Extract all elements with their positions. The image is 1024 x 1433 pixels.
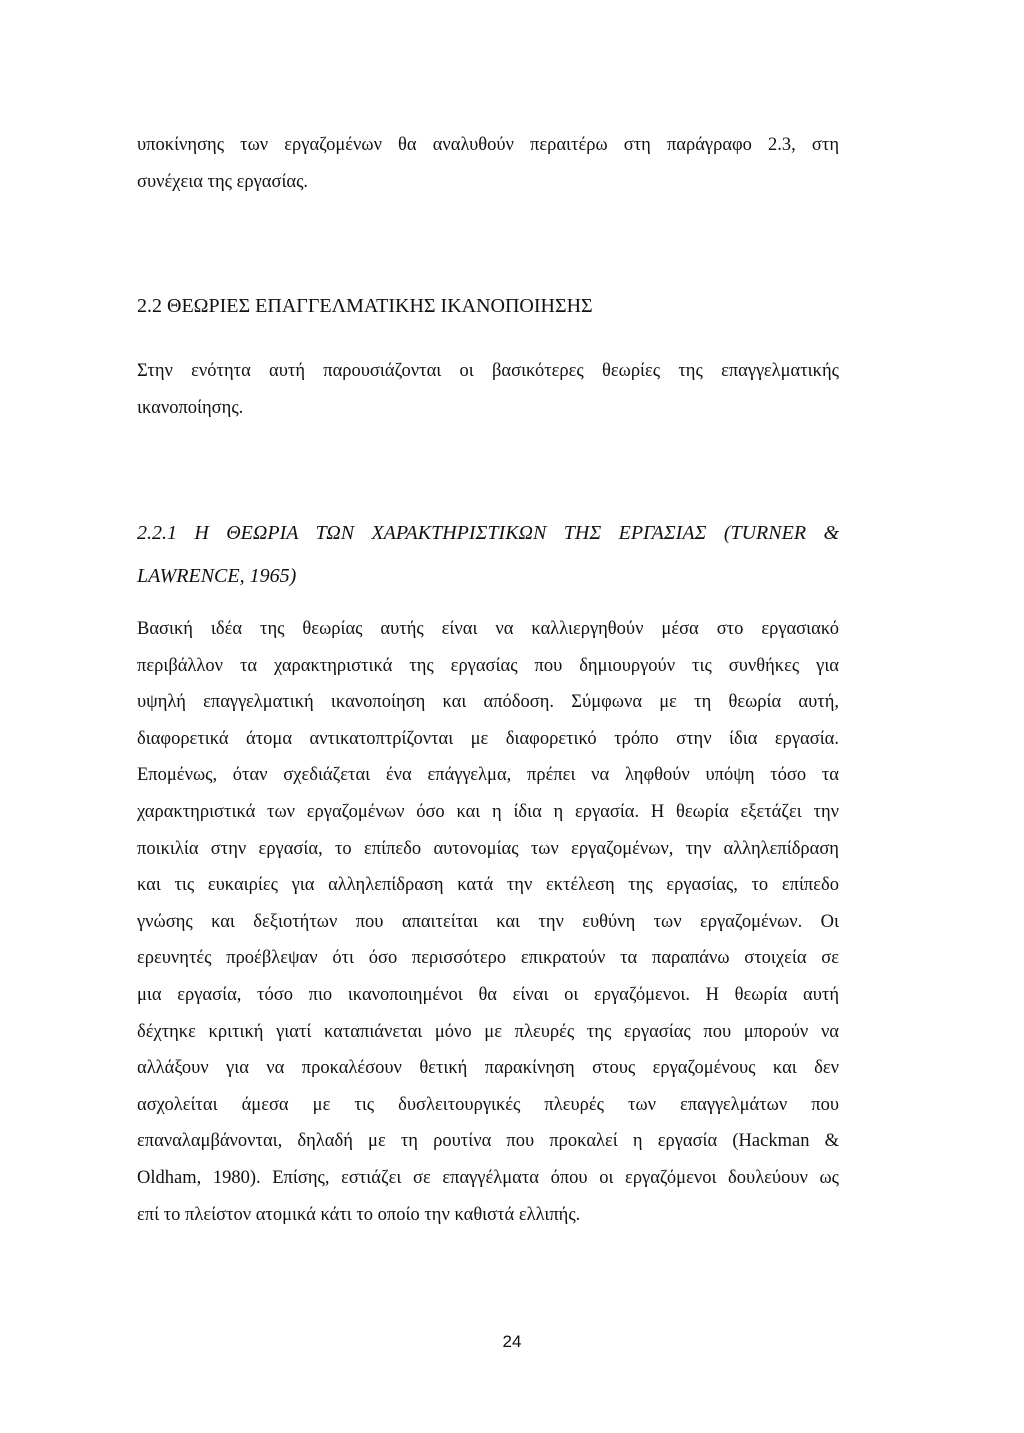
text-line: Βασική ιδέα της θεωρίας αυτής είναι να καλλιεργηθούν μέσα στο εργασιακό <box>137 619 839 639</box>
text-line: περιβάλλον τα χαρακτηριστικά της εργασίας που δημιουργούν τις συνθήκες για <box>137 655 839 676</box>
text-line: γνώσης και δεξιοτήτων που απαιτείται και την ευθύνη των εργαζομένων. Οι <box>137 911 839 932</box>
intro-paragraph <box>137 127 839 200</box>
text-line: Oldham, 1980). Επίσης, εστιάζει σε επαγγέλματα όπου οι εργαζόμενοι δουλεύουν ως <box>137 1167 839 1188</box>
text-line: αλλάξουν για να προκαλέσουν θετική παρακίνηση στους εργαζομένους και δεν <box>137 1058 839 1079</box>
text-line: ικανοποίησης. <box>137 397 244 418</box>
text-line: δέχτηκε κριτική γιατί καταπιάνεται μόνο με πλευρές της εργασίας που μπορούν να <box>137 1021 839 1042</box>
text-line: Στην ενότητα αυτή παρουσιάζονται οι βασικότερες θεωρίες της επαγγελματικής <box>137 361 839 381</box>
text-line: και τις ευκαιρίες για αλληλεπίδραση κατά την εκτέλεση της εργασίας, το επίπεδο <box>137 875 839 896</box>
text-line: επί το πλείστον ατομικά κάτι το οποίο την καθιστά ελλιπής. <box>137 1204 581 1225</box>
text-line: συνέχεια της εργασίας. <box>137 171 309 192</box>
text-line: Επομένως, όταν σχεδιάζεται ένα επάγγελμα, πρέπει να ληφθούν υπόψη τόσο τα <box>137 765 839 786</box>
subsection-heading-line: LAWRENCE, 1965) <box>137 565 297 587</box>
text-line: χαρακτηριστικά των εργαζομένων όσο και η ίδια η εργασία. Η θεωρία εξετάζει την <box>137 801 839 822</box>
text-line: διαφορετικά άτομα αντικατοπτρίζονται με διαφορετικό τρόπο στην ίδια εργασία. <box>137 728 839 749</box>
section-heading: 2.2 ΘΕΩΡΙΕΣ ΕΠΑΓΓΕΛΜΑΤΙΚΗΣ ΙΚΑΝΟΠΟΙΗΣΗΣ <box>137 295 593 317</box>
text-line: ασχολείται άμεσα με τις δυσλειτουργικές πλευρές των επαγγελμάτων που <box>137 1094 839 1115</box>
subsection-paragraph <box>137 611 839 1233</box>
text-line: υποκίνησης των εργαζομένων θα αναλυθούν περαιτέρω στη παράγραφο 2.3, στη <box>137 135 839 155</box>
text-line: μια εργασία, τόσο πιο ικανοποιημένοι θα είναι οι εργαζόμενοι. Η θεωρία αυτή <box>137 984 839 1005</box>
text-line: υψηλή επαγγελματική ικανοποίηση και απόδοση. Σύμφωνα με τη θεωρία αυτή, <box>137 692 839 713</box>
subsection-heading <box>137 512 839 598</box>
text-line: επαναλαμβάνονται, δηλαδή με τη ρουτίνα που προκαλεί η εργασία (Hackman & <box>137 1131 839 1152</box>
section-paragraph <box>137 353 839 426</box>
text-line: ποικιλία στην εργασία, το επίπεδο αυτονομίας των εργαζομένων, την αλληλεπίδραση <box>137 838 839 859</box>
subsection-heading-line: 2.2.1 Η ΘΕΩΡΙΑ ΤΩΝ ΧΑΡΑΚΤΗΡΙΣΤΙΚΩΝ ΤΗΣ ΕΡΓΑΣΙΑΣ (TURNER & <box>137 522 839 544</box>
page-number: 24 <box>502 1332 522 1351</box>
text-line: ερευνητές προέβλεψαν ότι όσο περισσότερο επικρατούν τα παραπάνω στοιχεία σε <box>137 948 839 969</box>
